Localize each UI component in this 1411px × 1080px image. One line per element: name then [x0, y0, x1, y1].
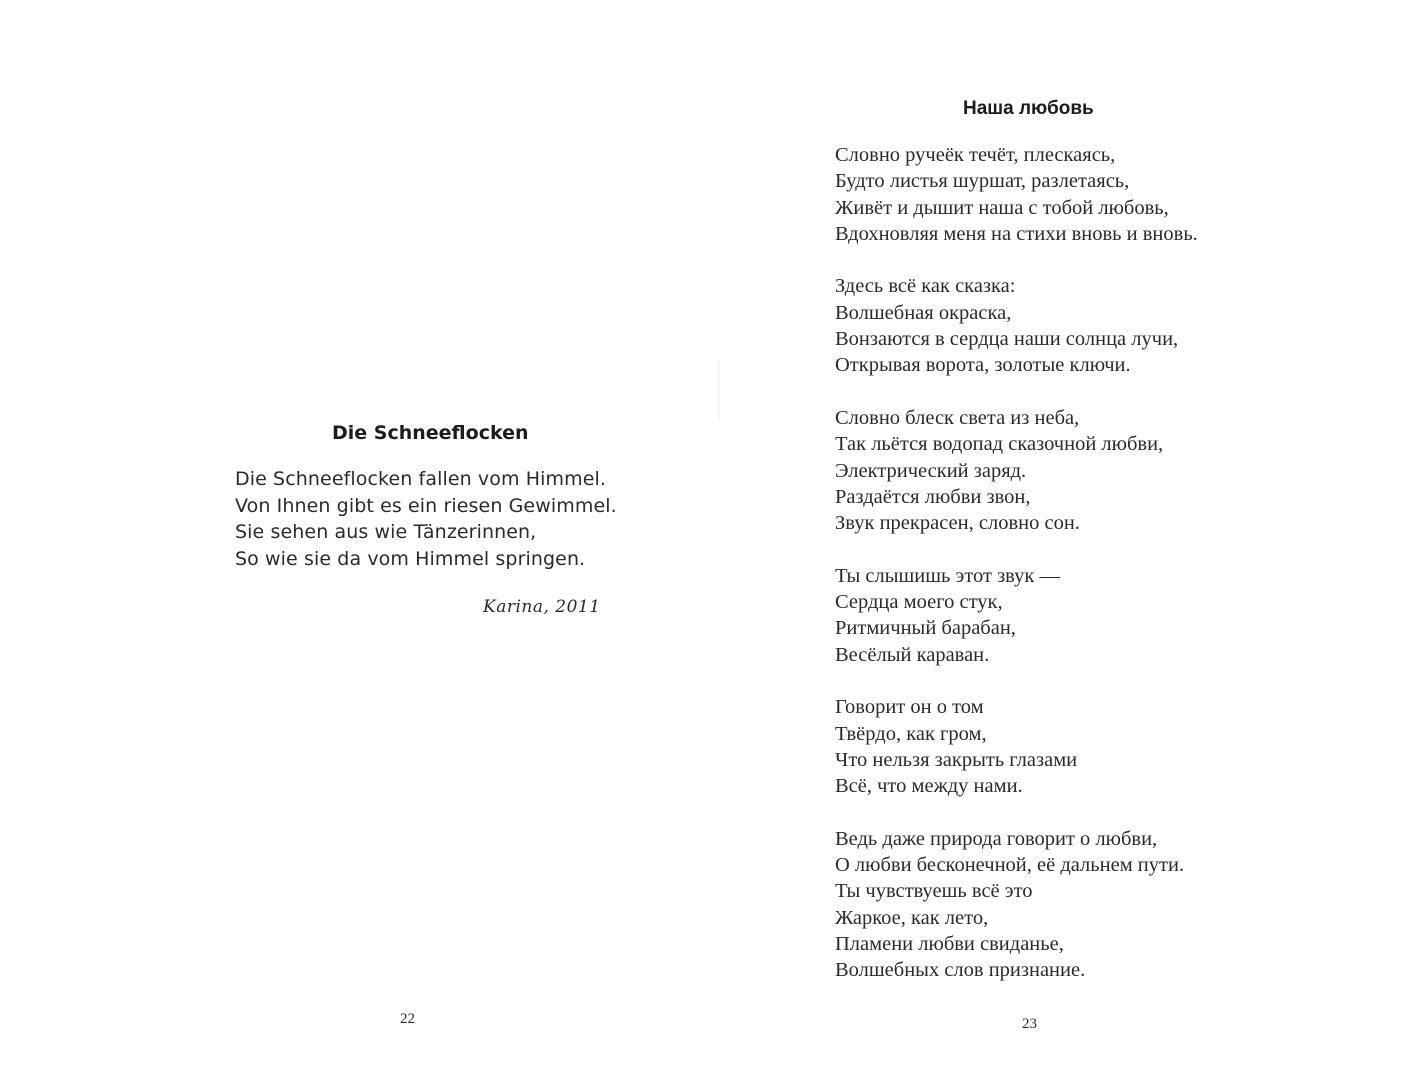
poem-line: Будто листья шуршат, разлетаясь,: [835, 170, 1130, 193]
stanza: [835, 405, 1198, 536]
poem-line: Словно блеск света из неба,: [835, 406, 1080, 429]
poem-line: Ведь даже природа говорит о любви,: [835, 827, 1158, 850]
poem-title: Наша любовь: [963, 98, 1094, 119]
poem-line: Ты слышишь этот звук —: [835, 564, 1060, 587]
poem-line: Волшебных слов признание.: [835, 959, 1086, 982]
stanza: [835, 694, 1198, 799]
page-number: 22: [400, 1011, 415, 1027]
poem-line: Словно ручеёк течёт, плескаясь,: [835, 144, 1116, 166]
poem-line: Жаркое, как лето,: [835, 906, 989, 929]
poem-line: Ритмичный барабан,: [835, 617, 1016, 640]
stanza: [835, 273, 1198, 378]
poem-line: Говорит он о том: [835, 696, 984, 719]
poem-title: Die Schneeflocken: [332, 422, 529, 444]
poem-line: Ты чувствуешь всё это: [835, 880, 1033, 903]
poem-line: Электрический заряд.: [835, 459, 1027, 482]
poem-signature: Karina, 2011: [483, 597, 601, 617]
poem-line: Волшебная окраска,: [835, 301, 1012, 324]
poem-line: Die Schneeflocken fallen vom Himmel.: [235, 468, 607, 490]
poem-line: Вдохновляя меня на стихи вновь и вновь.: [835, 222, 1198, 245]
poem-line: Здесь всё как сказка:: [835, 275, 1016, 298]
page-number: 23: [1022, 1016, 1037, 1032]
poem-line: Звук прекрасен, словно сон.: [835, 512, 1080, 535]
poem-line: Von Ihnen gibt es ein riesen Gewimmel.: [235, 494, 617, 517]
stanza: [835, 826, 1198, 984]
poem-line: Сердца моего стук,: [835, 591, 1003, 614]
poem-line: So wie sie da vom Himmel springen.: [235, 547, 586, 570]
stanza: [835, 142, 1198, 247]
poem-line: Вонзаются в сердца наши солнца лучи,: [835, 328, 1179, 351]
poem-line: Так льётся водопад сказочной любви,: [835, 433, 1164, 456]
poem-line: Sie sehen aus wie Tänzerinnen,: [235, 521, 537, 543]
poem-stanzas: [835, 142, 1198, 1010]
poem-line: О любви бесконечной, её дальнем пути.: [835, 854, 1185, 877]
poem-line: Всё, что между нами.: [835, 775, 1023, 798]
stanza: [835, 563, 1198, 668]
poem-line: Открывая ворота, золотые ключи.: [835, 354, 1131, 377]
poem-lines: [235, 466, 617, 572]
poem-line: Раздаётся любви звон,: [835, 485, 1031, 508]
poem-line: Пламени любви свиданье,: [835, 932, 1064, 955]
poem-line: Весёлый караван.: [835, 643, 990, 666]
poem-line: Живёт и дышит наша с тобой любовь,: [835, 196, 1169, 219]
left-page: [0, 0, 705, 1080]
poem-line: Что нельзя закрыть глазами: [835, 748, 1078, 771]
poem-line: Твёрдо, как гром,: [835, 722, 987, 745]
